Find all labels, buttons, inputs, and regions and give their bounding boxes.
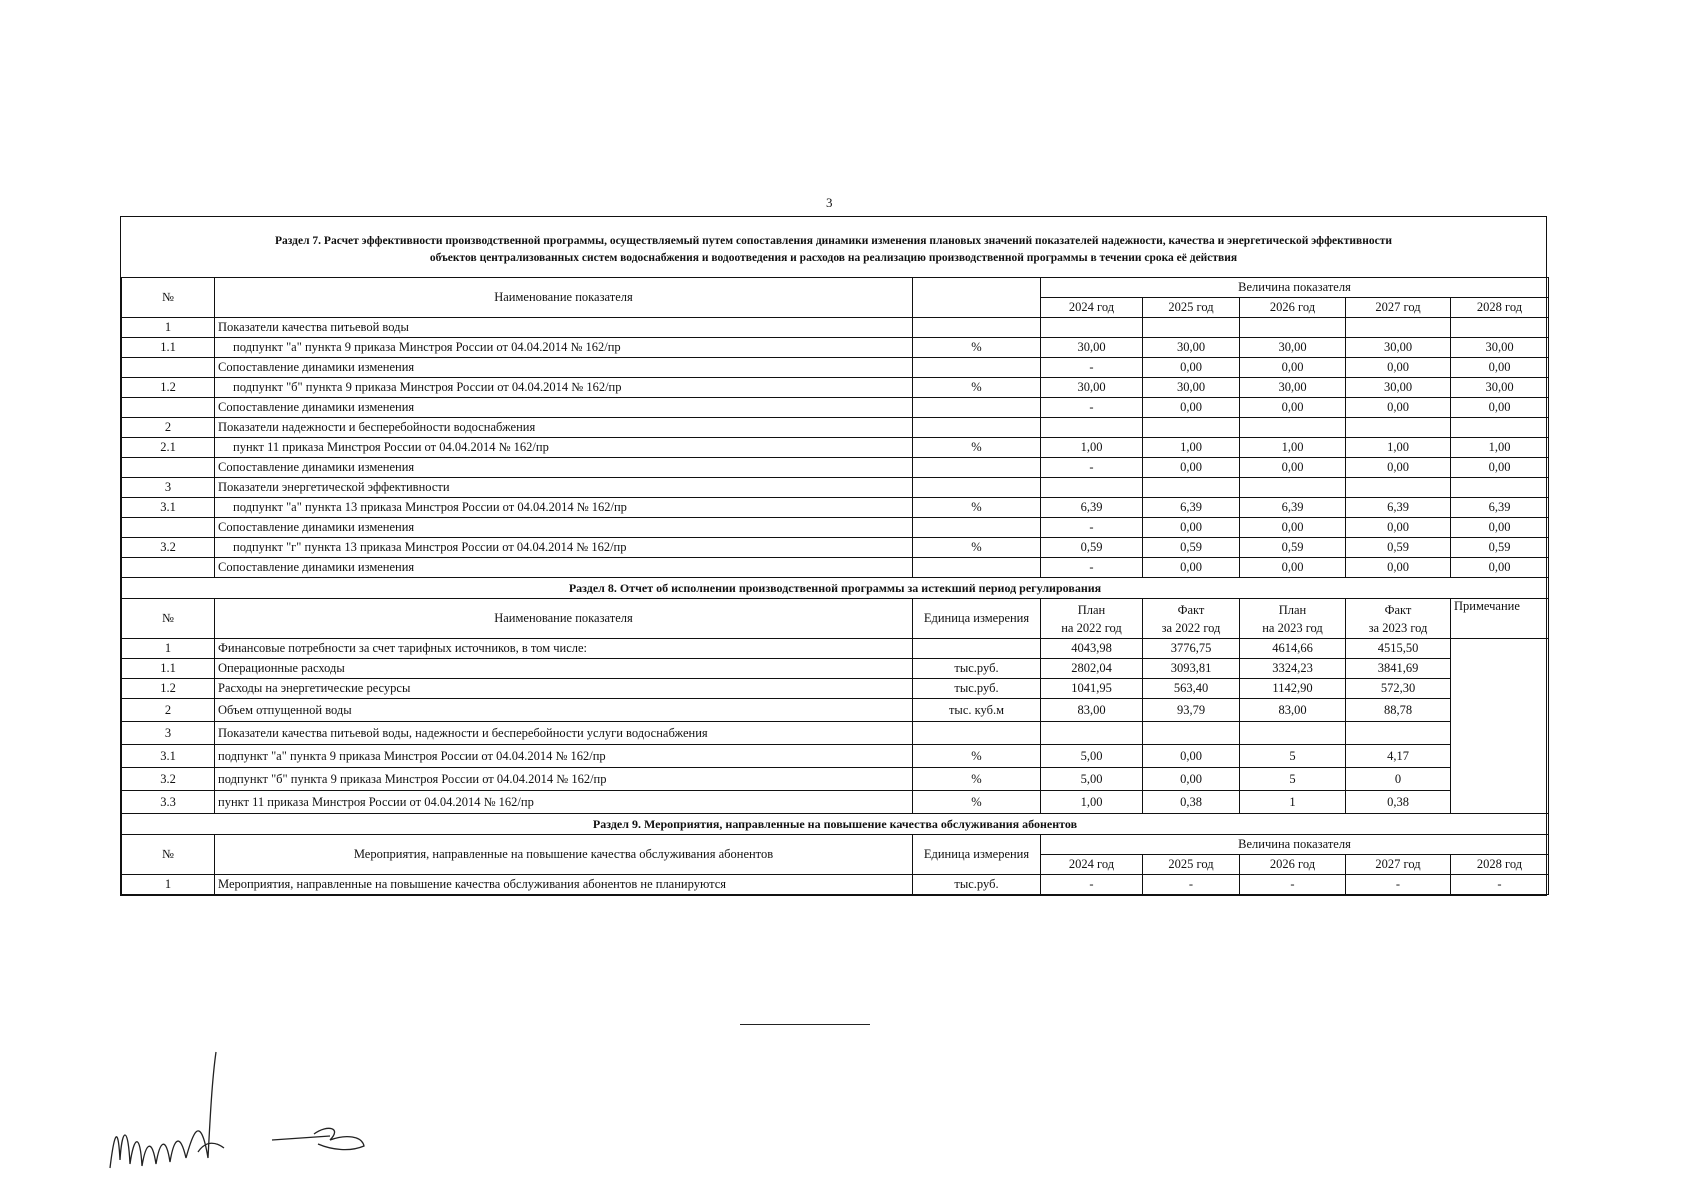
s8-row-value: 2802,04 xyxy=(1041,659,1143,679)
s7-row-value xyxy=(1041,418,1143,438)
s8-row-value xyxy=(1143,722,1240,745)
s7-row-value xyxy=(1143,418,1240,438)
s9-row-value: - xyxy=(1451,875,1549,895)
s7-row-value: 0,00 xyxy=(1451,558,1549,578)
s7-row-value xyxy=(1451,418,1549,438)
s7-row-name: Показатели энергетической эффективности xyxy=(215,478,913,498)
s8-row-unit: тыс. куб.м xyxy=(913,699,1041,722)
s7-row-value: 1,00 xyxy=(1143,438,1240,458)
table-row xyxy=(122,558,1549,578)
s8-row-value xyxy=(1346,722,1451,745)
s7-col-no: № xyxy=(122,278,215,318)
s7-year: 2024 год xyxy=(1041,298,1143,318)
table-row xyxy=(122,745,1549,768)
s7-row-value xyxy=(1041,318,1143,338)
s8-row-value: 4043,98 xyxy=(1041,639,1143,659)
s8-row-value: 0,00 xyxy=(1143,768,1240,791)
section8-header-row xyxy=(122,599,1549,639)
s7-row-value: 0,00 xyxy=(1451,358,1549,378)
s8-row-no: 3.1 xyxy=(122,745,215,768)
s8-row-unit xyxy=(913,639,1041,659)
s8-row-unit: % xyxy=(913,745,1041,768)
s7-row-value: 6,39 xyxy=(1346,498,1451,518)
s7-row-value: 30,00 xyxy=(1041,338,1143,358)
s8-row-value: 1142,90 xyxy=(1240,679,1346,699)
s7-row-value: - xyxy=(1041,458,1143,478)
table-row xyxy=(122,378,1549,398)
section9-title: Раздел 9. Мероприятия, направленные на повышение качества обслуживания абонентов xyxy=(122,814,1549,835)
table-row xyxy=(122,418,1549,438)
section7-header-row-1 xyxy=(122,278,1549,298)
s7-row-value: 6,39 xyxy=(1143,498,1240,518)
s8-row-name: Операционные расходы xyxy=(215,659,913,679)
s7-row-value: 6,39 xyxy=(1041,498,1143,518)
s8-row-no: 1.1 xyxy=(122,659,215,679)
s8-row-unit: % xyxy=(913,791,1041,814)
s9-year: 2024 год xyxy=(1041,855,1143,875)
s7-row-name: Сопоставление динамики изменения xyxy=(215,398,913,418)
s8-row-no: 1.2 xyxy=(122,679,215,699)
s9-col-unit: Единица измерения xyxy=(913,835,1041,875)
s7-row-value: 0,59 xyxy=(1346,538,1451,558)
s8-note-cell xyxy=(1451,639,1549,814)
table-row xyxy=(122,518,1549,538)
s8-period-plan-2023: План на 2023 год xyxy=(1240,599,1346,639)
s7-row-value: 0,59 xyxy=(1240,538,1346,558)
s7-row-value: 30,00 xyxy=(1041,378,1143,398)
s7-row-value: 30,00 xyxy=(1143,338,1240,358)
s7-row-value xyxy=(1143,318,1240,338)
s8-row-name: подпункт "а" пункта 9 приказа Минстроя России от 04.04.2014 № 162/пр xyxy=(215,745,913,768)
section8-title-row xyxy=(122,578,1549,599)
s7-row-value: 0,59 xyxy=(1143,538,1240,558)
s7-year: 2027 год xyxy=(1346,298,1451,318)
s7-row-value xyxy=(1240,478,1346,498)
s8-row-value: 0,38 xyxy=(1143,791,1240,814)
s7-row-unit xyxy=(913,358,1041,378)
s7-row-unit xyxy=(913,398,1041,418)
s7-row-value xyxy=(1240,418,1346,438)
s7-row-unit xyxy=(913,518,1041,538)
s7-row-no: 1.2 xyxy=(122,378,215,398)
s7-row-no xyxy=(122,458,215,478)
s7-row-value: 1,00 xyxy=(1041,438,1143,458)
s8-row-unit: % xyxy=(913,768,1041,791)
s8-row-unit: тыс.руб. xyxy=(913,679,1041,699)
table-row xyxy=(122,458,1549,478)
section9-header-row-1 xyxy=(122,835,1549,855)
table-row xyxy=(122,875,1549,895)
s7-row-value: 0,00 xyxy=(1240,518,1346,538)
s7-row-unit xyxy=(913,458,1041,478)
table-row xyxy=(122,478,1549,498)
s9-row-value: - xyxy=(1041,875,1143,895)
s8-period-plan-2022: План на 2022 год xyxy=(1041,599,1143,639)
s7-col-value-group: Величина показателя xyxy=(1041,278,1549,298)
s7-row-no xyxy=(122,358,215,378)
s7-row-value: 0,00 xyxy=(1143,458,1240,478)
s7-row-value: 0,00 xyxy=(1346,398,1451,418)
s7-row-value: 1,00 xyxy=(1451,438,1549,458)
table-row xyxy=(122,438,1549,458)
s7-row-value: 30,00 xyxy=(1451,378,1549,398)
s8-row-name: Расходы на энергетические ресурсы xyxy=(215,679,913,699)
s7-row-name: Показатели надежности и бесперебойности водоснабжения xyxy=(215,418,913,438)
s7-row-value: 0,00 xyxy=(1240,398,1346,418)
s7-row-value: 0,00 xyxy=(1143,518,1240,538)
s7-row-unit xyxy=(913,558,1041,578)
s8-row-value: 572,30 xyxy=(1346,679,1451,699)
s8-row-value: 4614,66 xyxy=(1240,639,1346,659)
s7-row-value: 0,00 xyxy=(1240,558,1346,578)
s8-col-unit: Единица измерения xyxy=(913,599,1041,639)
section9-title-row xyxy=(122,814,1549,835)
s7-row-no: 3.1 xyxy=(122,498,215,518)
footer-rule xyxy=(740,1024,870,1025)
s7-row-value: 0,00 xyxy=(1346,558,1451,578)
s8-row-value xyxy=(1240,722,1346,745)
s8-row-no: 1 xyxy=(122,639,215,659)
section7-title xyxy=(121,217,1546,277)
s7-col-name: Наименование показателя xyxy=(215,278,913,318)
s8-row-value: 1,00 xyxy=(1041,791,1143,814)
s9-col-no: № xyxy=(122,835,215,875)
s7-row-no: 1 xyxy=(122,318,215,338)
s8-row-value: 3841,69 xyxy=(1346,659,1451,679)
s8-row-no: 3.2 xyxy=(122,768,215,791)
s8-row-value: 0,38 xyxy=(1346,791,1451,814)
s8-row-value: 3324,23 xyxy=(1240,659,1346,679)
s8-row-value: 0,00 xyxy=(1143,745,1240,768)
s8-period-fact-2022: Факт за 2022 год xyxy=(1143,599,1240,639)
table-row xyxy=(122,498,1549,518)
s9-year: 2025 год xyxy=(1143,855,1240,875)
s8-row-value: 563,40 xyxy=(1143,679,1240,699)
s9-row-value: - xyxy=(1240,875,1346,895)
s9-row-unit: тыс.руб. xyxy=(913,875,1041,895)
s7-row-name: Показатели качества питьевой воды xyxy=(215,318,913,338)
s7-row-value xyxy=(1451,478,1549,498)
s7-row-value xyxy=(1240,318,1346,338)
s8-col-name: Наименование показателя xyxy=(215,599,913,639)
s7-row-value: 0,00 xyxy=(1143,558,1240,578)
s9-year: 2026 год xyxy=(1240,855,1346,875)
s7-row-value xyxy=(1346,478,1451,498)
s7-row-no: 3 xyxy=(122,478,215,498)
s7-row-value: - xyxy=(1041,358,1143,378)
s7-row-value: 0,59 xyxy=(1041,538,1143,558)
s8-row-value: 5 xyxy=(1240,768,1346,791)
s7-row-unit: % xyxy=(913,338,1041,358)
s7-row-value: 0,00 xyxy=(1240,458,1346,478)
table-row xyxy=(122,659,1549,679)
table-row xyxy=(122,722,1549,745)
s7-row-value: 6,39 xyxy=(1451,498,1549,518)
s8-row-value: 93,79 xyxy=(1143,699,1240,722)
s8-row-name: Объем отпущенной воды xyxy=(215,699,913,722)
s7-row-value: 0,00 xyxy=(1346,358,1451,378)
s7-row-value: 0,00 xyxy=(1143,358,1240,378)
s8-row-value: 5 xyxy=(1240,745,1346,768)
handwritten-signature xyxy=(100,1040,400,1180)
main-table xyxy=(121,277,1549,895)
s8-row-value: 88,78 xyxy=(1346,699,1451,722)
s9-row-value: - xyxy=(1346,875,1451,895)
s7-row-name: подпункт "б" пункта 9 приказа Минстроя России от 04.04.2014 № 162/пр xyxy=(215,378,913,398)
s7-row-value: 0,00 xyxy=(1451,518,1549,538)
s9-year: 2027 год xyxy=(1346,855,1451,875)
s7-col-unit xyxy=(913,278,1041,318)
section7-title-line2: объектов централизованных систем водоснабжения и водоотведения и расходов на реализацию производственной программы в течении срока её действия xyxy=(429,252,1238,264)
s7-row-value: 0,00 xyxy=(1451,398,1549,418)
s9-row-name: Мероприятия, направленные на повышение качества обслуживания абонентов не планируются xyxy=(215,875,913,895)
s8-col-note: Примечание xyxy=(1451,599,1549,639)
s7-row-value xyxy=(1041,478,1143,498)
s8-period-fact-2023: Факт за 2023 год xyxy=(1346,599,1451,639)
s7-row-name: подпункт "а" пункта 13 приказа Минстроя России от 04.04.2014 № 162/пр xyxy=(215,498,913,518)
s7-row-name: Сопоставление динамики изменения xyxy=(215,558,913,578)
s8-row-no: 3.3 xyxy=(122,791,215,814)
s8-row-name: Финансовые потребности за счет тарифных источников, в том числе: xyxy=(215,639,913,659)
s9-col-value-group: Величина показателя xyxy=(1041,835,1549,855)
page-number: 3 xyxy=(826,195,833,210)
s7-row-value: 30,00 xyxy=(1451,338,1549,358)
s7-row-name: пункт 11 приказа Минстроя России от 04.04.2014 № 162/пр xyxy=(215,438,913,458)
s7-row-value xyxy=(1346,318,1451,338)
s8-row-value: 3093,81 xyxy=(1143,659,1240,679)
s7-row-unit: % xyxy=(913,498,1041,518)
s7-row-unit xyxy=(913,478,1041,498)
s7-row-value: 0,00 xyxy=(1240,358,1346,378)
s8-row-value: 4,17 xyxy=(1346,745,1451,768)
section9-body xyxy=(122,875,1549,895)
s7-row-value: 1,00 xyxy=(1240,438,1346,458)
s7-row-no xyxy=(122,558,215,578)
s8-row-value: 1 xyxy=(1240,791,1346,814)
s7-year: 2026 год xyxy=(1240,298,1346,318)
s7-row-value: 1,00 xyxy=(1346,438,1451,458)
s8-row-unit: тыс.руб. xyxy=(913,659,1041,679)
s7-row-value: 0,00 xyxy=(1346,518,1451,538)
table-row xyxy=(122,768,1549,791)
s7-year: 2028 год xyxy=(1451,298,1549,318)
s7-row-value xyxy=(1346,418,1451,438)
s8-row-value xyxy=(1041,722,1143,745)
s7-row-name: Сопоставление динамики изменения xyxy=(215,458,913,478)
s7-row-value xyxy=(1451,318,1549,338)
s8-row-value: 83,00 xyxy=(1240,699,1346,722)
s8-row-value: 0 xyxy=(1346,768,1451,791)
s7-row-value xyxy=(1143,478,1240,498)
table-row xyxy=(122,679,1549,699)
s8-row-name: подпункт "б" пункта 9 приказа Минстроя России от 04.04.2014 № 162/пр xyxy=(215,768,913,791)
s7-row-value: 30,00 xyxy=(1143,378,1240,398)
s9-row-value: - xyxy=(1143,875,1240,895)
s7-row-value: - xyxy=(1041,518,1143,538)
s7-row-value: 0,00 xyxy=(1143,398,1240,418)
table-row xyxy=(122,639,1549,659)
section7-title-line1: Раздел 7. Расчет эффективности производственной программы, осуществляемый путем сопоставления динамики изменения плановых значений показателей надежности, качества и энергетической эффективности xyxy=(274,235,1392,247)
table-row xyxy=(122,398,1549,418)
document-frame xyxy=(120,216,1547,896)
table-row xyxy=(122,338,1549,358)
s7-row-no: 3.2 xyxy=(122,538,215,558)
s9-row-no: 1 xyxy=(122,875,215,895)
table-row xyxy=(122,358,1549,378)
s8-row-value: 3776,75 xyxy=(1143,639,1240,659)
table-row xyxy=(122,318,1549,338)
section8-title: Раздел 8. Отчет об исполнении производственной программы за истекший период регулирования xyxy=(122,578,1549,599)
s7-row-name: Сопоставление динамики изменения xyxy=(215,358,913,378)
s8-row-no: 3 xyxy=(122,722,215,745)
s8-row-name: пункт 11 приказа Минстроя России от 04.04.2014 № 162/пр xyxy=(215,791,913,814)
s7-row-no: 1.1 xyxy=(122,338,215,358)
s7-row-no: 2 xyxy=(122,418,215,438)
s7-row-value: 0,00 xyxy=(1346,458,1451,478)
s7-row-value: 6,39 xyxy=(1240,498,1346,518)
s7-row-unit xyxy=(913,318,1041,338)
s7-row-name: подпункт "а" пункта 9 приказа Минстроя России от 04.04.2014 № 162/пр xyxy=(215,338,913,358)
s8-row-value: 1041,95 xyxy=(1041,679,1143,699)
s7-row-unit: % xyxy=(913,438,1041,458)
s7-row-unit xyxy=(913,418,1041,438)
s8-row-value: 5,00 xyxy=(1041,768,1143,791)
s8-row-no: 2 xyxy=(122,699,215,722)
s7-row-value: 30,00 xyxy=(1240,378,1346,398)
table-row xyxy=(122,699,1549,722)
s7-row-value: 0,59 xyxy=(1451,538,1549,558)
s7-row-name: подпункт "г" пункта 13 приказа Минстроя России от 04.04.2014 № 162/пр xyxy=(215,538,913,558)
s8-row-value: 4515,50 xyxy=(1346,639,1451,659)
s9-col-name: Мероприятия, направленные на повышение качества обслуживания абонентов xyxy=(215,835,913,875)
s7-year: 2025 год xyxy=(1143,298,1240,318)
s8-row-value: 83,00 xyxy=(1041,699,1143,722)
s7-row-unit: % xyxy=(913,538,1041,558)
s9-year: 2028 год xyxy=(1451,855,1549,875)
s8-col-no: № xyxy=(122,599,215,639)
table-row xyxy=(122,791,1549,814)
s7-row-no xyxy=(122,518,215,538)
table-row xyxy=(122,538,1549,558)
s8-row-unit xyxy=(913,722,1041,745)
s7-row-value: - xyxy=(1041,558,1143,578)
s7-row-name: Сопоставление динамики изменения xyxy=(215,518,913,538)
section7-body xyxy=(122,318,1549,578)
s7-row-value: 30,00 xyxy=(1346,338,1451,358)
s7-row-value: - xyxy=(1041,398,1143,418)
section8-body xyxy=(122,639,1549,814)
s7-row-value: 30,00 xyxy=(1240,338,1346,358)
s8-row-value: 5,00 xyxy=(1041,745,1143,768)
s7-row-no xyxy=(122,398,215,418)
s7-row-no: 2.1 xyxy=(122,438,215,458)
s8-row-name: Показатели качества питьевой воды, надежности и бесперебойности услуги водоснабжения xyxy=(215,722,913,745)
s7-row-value: 30,00 xyxy=(1346,378,1451,398)
s7-row-unit: % xyxy=(913,378,1041,398)
s7-row-value: 0,00 xyxy=(1451,458,1549,478)
